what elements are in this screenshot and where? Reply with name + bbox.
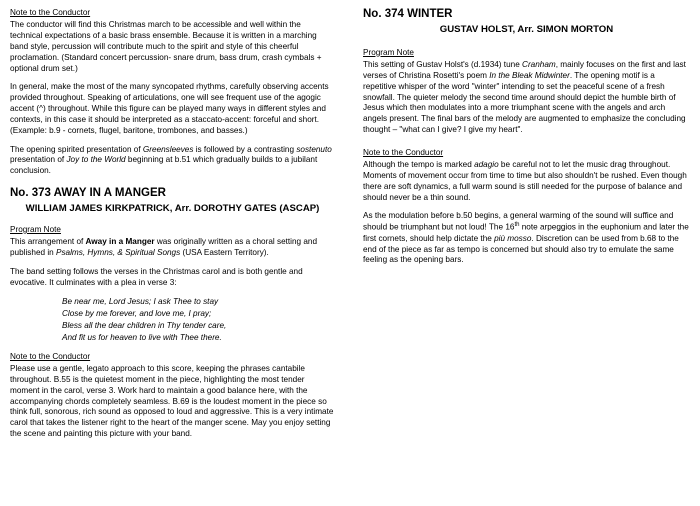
left-pn1-italic-psalms: Psalms, Hymns, & Spiritual Songs <box>55 247 181 257</box>
left-pn1-part-a: This arrangement of <box>10 237 86 247</box>
right-note-paragraph-1 <box>363 160 690 203</box>
left-p3-italic-sostenuto: sostenuto <box>296 144 332 154</box>
left-p3-part-c: presentation of <box>10 155 67 165</box>
right-song-composer: GUSTAV HOLST, Arr. SIMON MORTON <box>439 23 614 35</box>
right-program-note-paragraph-1 <box>363 60 690 136</box>
left-song-title: No. 373 AWAY IN A MANGER <box>10 187 166 200</box>
left-second-note-paragraph: Please use a gentle, legato approach to this score, keeping the phrases cantabile throughout. B.55 is the quietest moment in the piece, highlighting the most tender moment in the carol, verse 3. Work hard to maintain a good balance here, with the accompanying chords completely seamless. B.69 is the loudest moment in the piece so think full, sonorous, rich sound as opposed to loud and aggressive. This is a very intimate carol that takes the listener right to the heart of the manger scene. May you enjoy setting the scene and painting this picture with your band. <box>10 364 334 439</box>
right-n2-part-c: . Discretion can be used from b.68 to the end of the piece as far as tempo is concerned but should also try to emulate the same feeling as the opening bars. <box>363 233 679 265</box>
left-song-composer: WILLIAM JAMES KIRKPATRICK, Arr. DOROTHY GATES (ASCAP) <box>25 202 320 214</box>
right-n1-part-b: be careful not to let the music drag throughout. Moments of movement occur from time to time but also shouldn't be rushed. Even though there are soft dynamics, a full warm sound is still needed for the purpose of balance and should never be a thin sound. <box>363 160 687 202</box>
left-program-note-heading: Program Note <box>10 224 61 234</box>
lyric-line: And fit us for heaven to live with Thee there. <box>62 333 222 343</box>
right-pn1-part-a: This setting of Gustav Holst's (d.1934) tune <box>363 60 523 70</box>
right-pn1-part-c: . The opening motif is a repetitive whisper of the word "winter" intending to set the peaceful scene of a fresh snowfall. The quieter melody the second time around should depict the humble birth of Jesus which then modulates into a more triumphant scene with the angels and arch angels present. The final bars of the melody are augmented to emphasize the concluding thought – "what can I give? I give my heart". <box>363 70 686 134</box>
right-column <box>361 8 690 506</box>
left-p3-part-b: is followed by a contrasting <box>193 144 297 154</box>
left-lyrics-block <box>10 296 335 344</box>
right-n1-italic-adagio: adagio <box>474 160 499 170</box>
left-pn1-part-c: (USA Eastern Territory). <box>180 247 269 257</box>
left-note-paragraph-3 <box>10 145 335 177</box>
left-note-paragraph-2: In general, make the most of the many syncopated rhythms, carefully observing accents provided throughout. Speaking of articulations, one will see frequent use of the agogic accent (^) throughout. While this figure can be played many ways in different styles and contexts, in this case it should be interpreted as a staccato-accent: forceful and short. (Example: b.9 - cornets, flugel, baritone, trombones, and basses.) <box>10 82 329 135</box>
right-n2-superscript-th: th <box>514 222 520 229</box>
right-note-paragraph-2 <box>363 211 690 266</box>
left-program-note-paragraph-2: The band setting follows the verses in the Christmas carol and is both gentle and evocative. It culminates with a plea in verse 3: <box>10 266 303 287</box>
left-note-paragraph-1: The conductor will find this Christmas march to be accessible and well within the technical expectations of a basic brass ensemble. Because it is written in a marching band style, percussion will contribute much to the spirit and style of this cheerful proclamation. (Standard concert percussion- snare drum, bass drum, crash cymbals + optional drum set.) <box>10 20 322 73</box>
left-column <box>10 8 339 506</box>
left-p3-italic-greensleeves: Greensleeves <box>142 144 194 154</box>
lyric-line: Be near me, Lord Jesus; I ask Thee to stay <box>62 297 219 307</box>
left-program-note-paragraph-1 <box>10 237 335 259</box>
lyric-line: Close by me forever, and love me, I pray; <box>62 309 212 319</box>
left-pn1-part-b: was originally written as a choral setting and published in <box>10 237 318 257</box>
right-pn1-italic-cranham: Cranham <box>522 60 556 70</box>
right-song-title: No. 374 WINTER <box>363 8 453 20</box>
lyric-line: Bless all the dear children in Thy tender care, <box>62 321 227 331</box>
right-pn1-italic-bleak-midwinter: In the Bleak Midwinter <box>489 70 570 80</box>
left-p3-part-d: beginning at b.51 which gradually builds to a jubilant conclusion. <box>10 155 318 176</box>
left-p3-part-a: The opening spirited presentation of <box>10 144 143 154</box>
left-p3-italic-joy-to-the-world: Joy to the World <box>66 155 126 165</box>
right-n2-part-b: note arpeggios in the euphonium and later the first cornets, should help dictate the <box>363 222 689 243</box>
right-n2-italic-piu-mosso: più mosso <box>494 233 532 243</box>
right-program-note-heading: Program Note <box>363 47 414 57</box>
right-note-to-conductor-heading: Note to the Conductor <box>363 147 444 157</box>
right-n1-part-a: Although the tempo is marked <box>363 160 475 170</box>
left-note-to-conductor-heading: Note to the Conductor <box>10 8 91 17</box>
right-pn1-part-b: , mainly focuses on the first and last verses of Christina Rosetti's poem <box>363 60 686 80</box>
left-pn1-bold-away-in-a-manger: Away in a Manger <box>85 237 155 247</box>
right-n2-part-a: As the modulation before b.50 begins, a general warming of the sound will suffice and should be triumphant but not loud! The 16 <box>363 211 674 232</box>
left-second-note-heading: Note to the Conductor <box>10 351 91 361</box>
